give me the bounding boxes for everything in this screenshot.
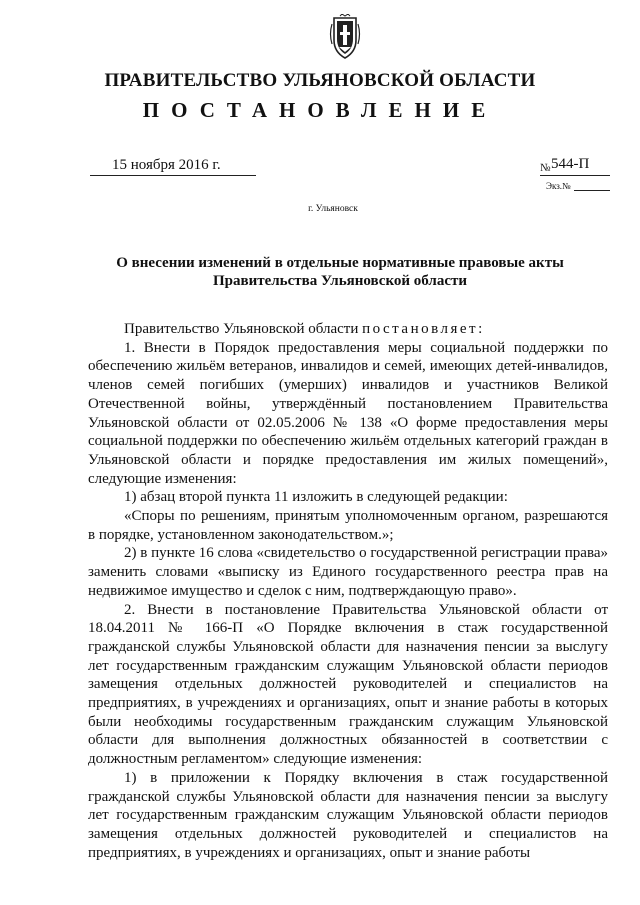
- number-underline: [540, 175, 610, 176]
- document-subject: [100, 254, 580, 290]
- subject-line-2: Правительства Ульяновской области: [212, 273, 468, 289]
- coat-of-arms-icon: [328, 14, 362, 60]
- item-1-subitem-2: 2) в пункте 16 слова «свидетельство о государственной регистрации права» заменить словами «выписку из Единого государственного реестра прав на недвижимое имущество и сделок с ним, подтверждающую право».: [88, 545, 608, 599]
- city-label: г. Ульяновск: [308, 204, 358, 214]
- document-type-heading: ПОСТАНОВЛЕНИЕ: [142, 98, 498, 122]
- preamble-text: Правительство Ульяновской области: [124, 321, 363, 337]
- preamble: [88, 320, 608, 339]
- document-date: 15 ноября 2016 г.: [112, 157, 221, 173]
- subject-line-1: О внесении изменений в отдельные нормативные правовые акты: [116, 255, 564, 271]
- item-1: 1. Внести в Порядок предоставления меры социальной поддержки по обеспечению жильём ветеранов, инвалидов и семей, имеющих детей-инвалидов, членов семей погибших (умерших) инвалидов и участников Великой Отечественной войны, утверждённый постановлением Правительства Ульяновской области от 02.05.2006 № 138 «О форме предоставления меры социальной поддержки по обеспечению жильём отдельных категорий граждан в Ульяновской области и порядке предоставления им жилых помещений», следующие изменения:: [88, 339, 608, 487]
- copy-number-label: Экз.№: [546, 181, 571, 191]
- document-body: [88, 320, 608, 862]
- item-2-subitem-1: 1) в приложении к Порядку включения в стаж государственной гражданской службы Ульяновской области для назначения пенсии за выслугу лет государственным гражданским служащим Ульяновской области периодов замещения отдельных должностей руководителей и специалистов на предприятиях, в учреждениях и организациях, опыт и знание работы: [88, 769, 608, 861]
- item-1-subitem-1-text: «Споры по решениям, принятым уполномоченным органом, разрешаются в порядке, установленном законодательством.»;: [88, 508, 608, 543]
- item-2: 2. Внести в постановление Правительства Ульяновской области от 18.04.2011 № 166-П «О Порядке включения в стаж государственной гражданской службы Ульяновской области для назначения пенсии за выслугу лет государственным гражданским служащим Ульяновской области периодов замещения отдельных должностей руководителей и специалистов на предприятиях, в учреждениях и организациях, опыт и знание работы в которых были необходимы государственным гражданским служащим Ульяновской области для выполнения должностных обязанностей в соответствии с должностным регламентом» следующие изменения:: [88, 601, 608, 768]
- document-number: 544-П: [551, 156, 590, 172]
- date-underline: [90, 175, 256, 176]
- preamble-decree-word: постановляет:: [362, 321, 485, 337]
- organization-title: ПРАВИТЕЛЬСТВО УЛЬЯНОВСКОЙ ОБЛАСТИ: [104, 70, 536, 91]
- item-1-subitem-1: 1) абзац второй пункта 11 изложить в следующей редакции:: [124, 489, 508, 506]
- number-prefix: №: [540, 162, 551, 174]
- copy-number-underline: [574, 190, 610, 191]
